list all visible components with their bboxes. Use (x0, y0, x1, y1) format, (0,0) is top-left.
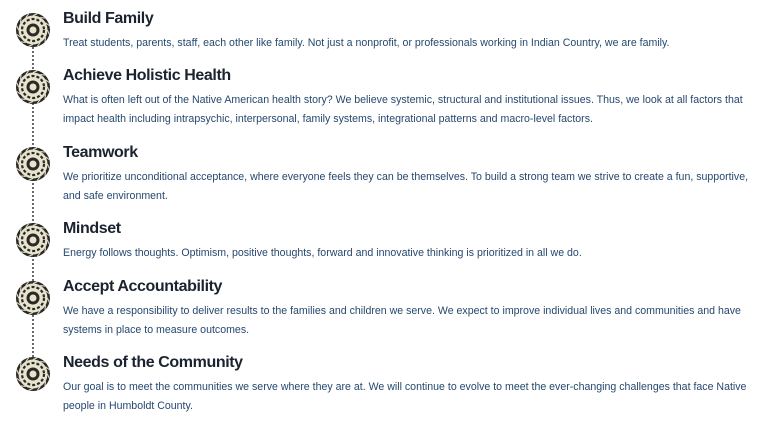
basket-medallion-icon (15, 12, 51, 48)
value-title: Accept Accountability (63, 278, 223, 295)
value-title: Teamwork (63, 144, 138, 161)
value-description: Treat students, parents, staff, each other like family. Not just a nonprofit, or professionals working in Indian Country, we are family. (63, 37, 670, 49)
value-description: Energy follows thoughts. Optimism, positive thoughts, forward and innovative thinking is prioritized in all we do. (63, 247, 582, 259)
value-title: Achieve Holistic Health (63, 67, 231, 84)
value-description: We have a responsibility to deliver results to the families and children we serve. We expect to improve individual lives and communities and have systems in place to measure outcomes. (63, 305, 741, 336)
basket-medallion-icon (15, 69, 51, 105)
value-description: We prioritize unconditional acceptance, where everyone feels they can be themselves. To build a strong team we strive to create a fun, supportive, and safe environment. (63, 171, 749, 202)
value-title: Build Family (63, 10, 154, 27)
value-title: Needs of the Community (63, 354, 243, 371)
value-title: Mindset (63, 220, 121, 237)
basket-medallion-icon (15, 280, 51, 316)
value-description: Our goal is to meet the communities we serve where they are at. We will continue to evolve to meet the ever-changing challenges that face Native people in Humboldt County. (63, 381, 747, 412)
value-description: What is often left out of the Native American health story? We believe systemic, structural and institutional issues. Thus, we look at all factors that impact health including intrapsychic, interpersonal, family systems, integrational patterns and macro-level factors. (63, 94, 743, 125)
basket-medallion-icon (15, 356, 51, 392)
basket-medallion-icon (15, 146, 51, 182)
basket-medallion-icon (15, 222, 51, 258)
